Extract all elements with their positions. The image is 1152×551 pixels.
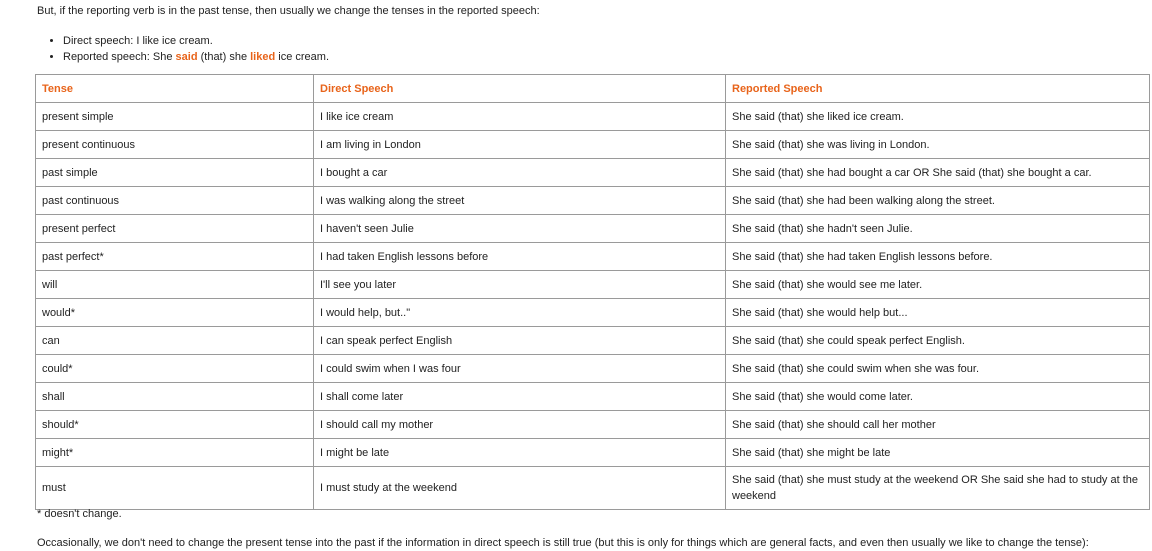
table-row	[36, 187, 1150, 215]
table-row	[36, 159, 1150, 187]
header-tense: Tense	[36, 75, 314, 103]
direct-speech-cell: I am living in London	[314, 131, 726, 159]
intro-text: But, if the reporting verb is in the past tense, then usually we change the tenses in the reported speech:	[37, 5, 540, 17]
highlight-said: said	[175, 51, 198, 63]
table-header-row	[36, 75, 1150, 103]
header-direct-speech: Direct Speech	[314, 75, 726, 103]
reported-speech-suffix: ice cream.	[275, 51, 329, 63]
reported-speech-cell: She said (that) she should call her mother	[726, 411, 1150, 439]
table-row	[36, 131, 1150, 159]
reported-speech-cell: She said (that) she had bought a car OR She said (that) she bought a car.	[726, 159, 1150, 187]
tense-cell: could*	[36, 355, 314, 383]
tense-cell: shall	[36, 383, 314, 411]
direct-speech-cell: I'll see you later	[314, 271, 726, 299]
reported-speech-cell: She said (that) she might be late	[726, 439, 1150, 467]
table-row	[36, 467, 1150, 510]
direct-speech-cell: I can speak perfect English	[314, 327, 726, 355]
tense-cell: present perfect	[36, 215, 314, 243]
reported-speech-cell: She said (that) she would come later.	[726, 383, 1150, 411]
tense-cell: would*	[36, 299, 314, 327]
reported-speech-cell: She said (that) she could speak perfect English.	[726, 327, 1150, 355]
tense-cell: past continuous	[36, 187, 314, 215]
table-row	[36, 103, 1150, 131]
direct-speech-cell: I must study at the weekend	[314, 467, 726, 510]
direct-speech-example: Direct speech: I like ice cream.	[63, 35, 213, 47]
reported-speech-cell: She said (that) she was living in London.	[726, 131, 1150, 159]
reported-speech-cell: She said (that) she would see me later.	[726, 271, 1150, 299]
tense-cell: past simple	[36, 159, 314, 187]
reported-speech-cell: She said (that) she had been walking along the street.	[726, 187, 1150, 215]
reported-speech-cell: She said (that) she hadn't seen Julie.	[726, 215, 1150, 243]
table-row	[36, 383, 1150, 411]
tense-cell: present simple	[36, 103, 314, 131]
tense-cell: past perfect*	[36, 243, 314, 271]
direct-speech-cell: I haven't seen Julie	[314, 215, 726, 243]
tense-cell: must	[36, 467, 314, 510]
direct-speech-cell: I shall come later	[314, 383, 726, 411]
direct-speech-cell: I bought a car	[314, 159, 726, 187]
direct-speech-cell: I was walking along the street	[314, 187, 726, 215]
reported-speech-cell: She said (that) she liked ice cream.	[726, 103, 1150, 131]
list-item	[63, 33, 329, 49]
direct-speech-cell: I could swim when I was four	[314, 355, 726, 383]
reported-speech-prefix: Reported speech: She	[63, 51, 176, 63]
direct-speech-cell: I had taken English lessons before	[314, 243, 726, 271]
tense-cell: should*	[36, 411, 314, 439]
direct-speech-cell: I should call my mother	[314, 411, 726, 439]
table-row	[36, 215, 1150, 243]
tense-cell: present continuous	[36, 131, 314, 159]
tense-table	[35, 74, 1150, 510]
direct-speech-cell: I like ice cream	[314, 103, 726, 131]
list-item	[63, 49, 329, 65]
reported-speech-cell: She said (that) she must study at the weekend OR She said she had to study at the weekend	[726, 467, 1150, 510]
table-row	[36, 271, 1150, 299]
table-row	[36, 327, 1150, 355]
table-row	[36, 439, 1150, 467]
table-row	[36, 243, 1150, 271]
table-row	[36, 411, 1150, 439]
direct-speech-cell: I might be late	[314, 439, 726, 467]
footnote: * doesn't change.	[37, 508, 122, 520]
header-reported-speech: Reported Speech	[726, 75, 1150, 103]
table-row	[36, 299, 1150, 327]
tense-cell: might*	[36, 439, 314, 467]
tense-cell: can	[36, 327, 314, 355]
reported-speech-cell: She said (that) she had taken English lessons before.	[726, 243, 1150, 271]
examples-list	[37, 33, 329, 65]
reported-speech-cell: She said (that) she would help but...	[726, 299, 1150, 327]
table-row	[36, 355, 1150, 383]
reported-speech-middle: (that) she	[197, 51, 251, 63]
outro-text: Occasionally, we don't need to change the present tense into the past if the information in direct speech is still true (but this is only for things which are general facts, and even then usually we like to change the tense):	[37, 537, 1089, 549]
direct-speech-cell: I would help, but.."	[314, 299, 726, 327]
reported-speech-cell: She said (that) she could swim when she was four.	[726, 355, 1150, 383]
highlight-liked: liked	[250, 51, 276, 63]
tense-cell: will	[36, 271, 314, 299]
